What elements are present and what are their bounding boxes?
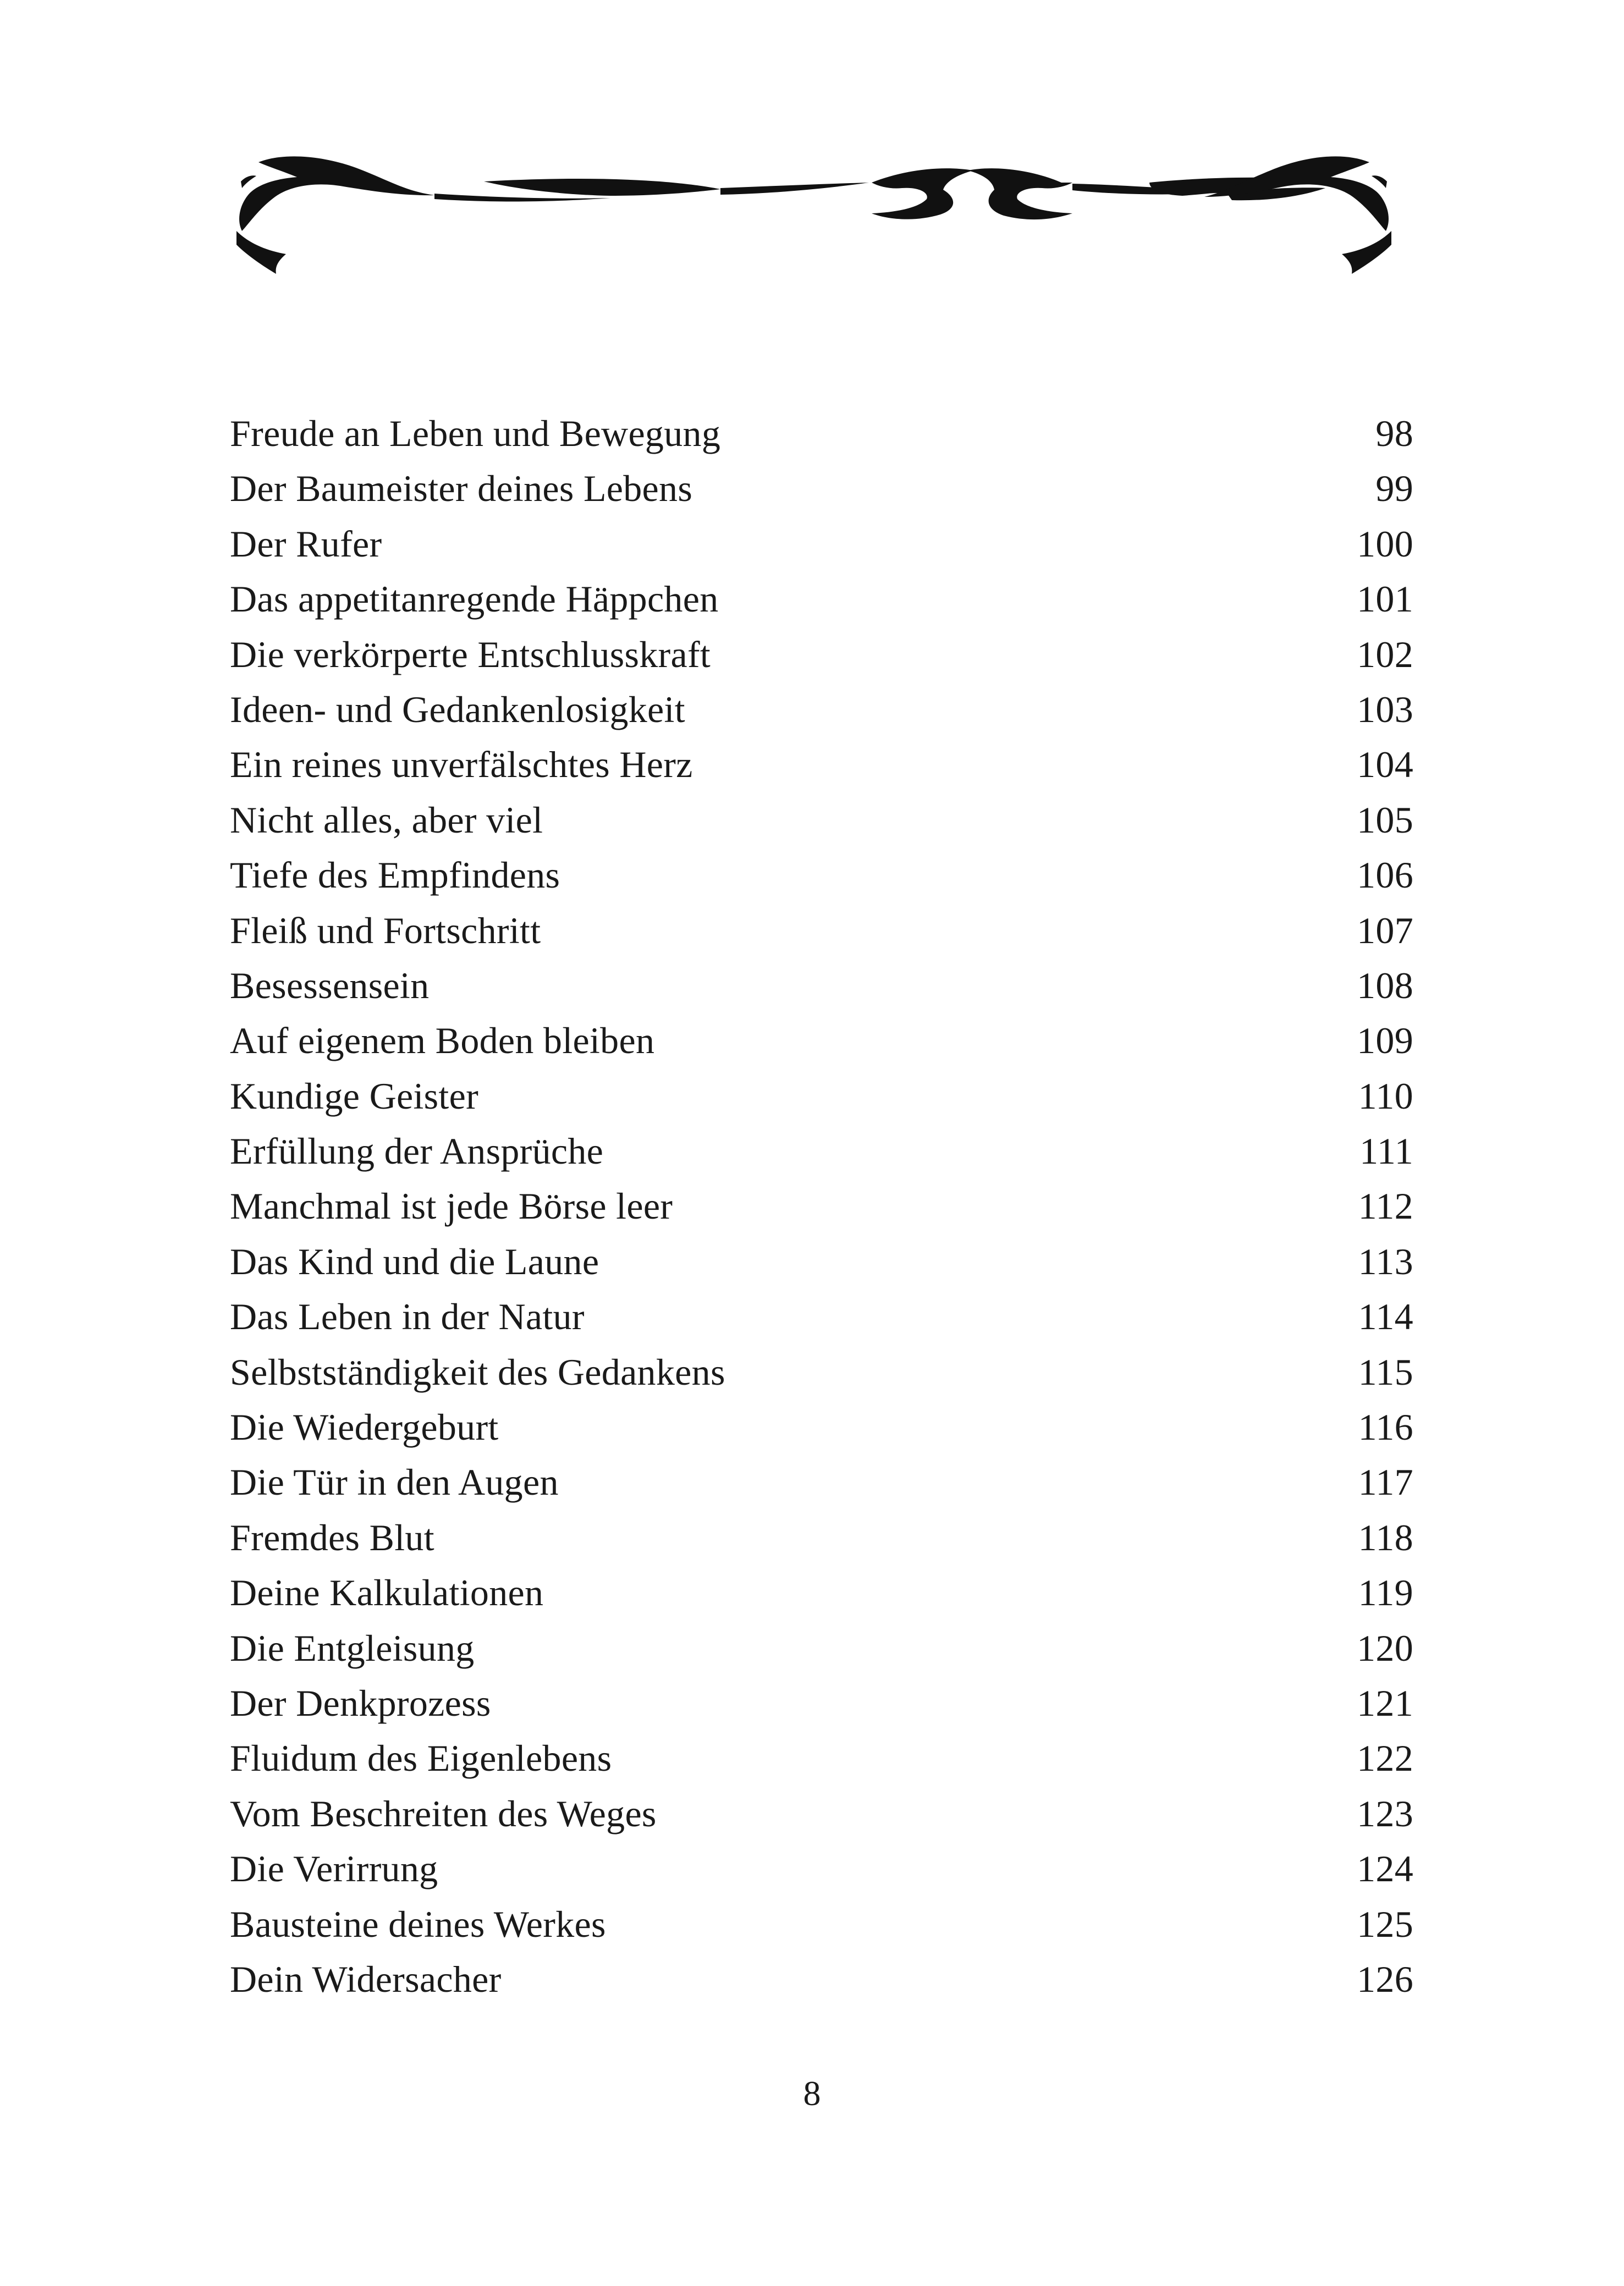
toc-entry: [230, 516, 1413, 571]
toc-entry-title: Der Denkprozess: [230, 1682, 491, 1724]
toc-entry-page: 122: [1357, 1737, 1413, 1780]
toc-entry-title: Der Baumeister deines Lebens: [230, 467, 693, 510]
toc-entry-title: Die verkörperte Entschlusskraft: [230, 633, 711, 675]
toc-entry-page: 117: [1358, 1461, 1413, 1503]
art-nouveau-flourish-icon: [225, 148, 1402, 286]
toc-entry-title: Tiefe des Empfindens: [230, 854, 560, 896]
toc-entry-title: Erfüllung der Ansprüche: [230, 1130, 604, 1172]
toc-entry-page: 98: [1375, 412, 1413, 454]
toc-entry: [230, 461, 1413, 516]
toc-entry-page: 126: [1357, 1958, 1413, 2000]
toc-entry: [230, 1455, 1413, 1510]
toc-entry: [230, 1178, 1413, 1233]
toc-entry-page: 118: [1358, 1516, 1413, 1558]
toc-entry-title: Die Tür in den Augen: [230, 1461, 559, 1503]
toc-entry-title: Selbstständigkeit des Gedankens: [230, 1351, 725, 1393]
toc-entry-page: 106: [1357, 854, 1413, 896]
toc-entry: [230, 682, 1413, 737]
toc-entry-title: Fluidum des Eigenlebens: [230, 1737, 612, 1780]
toc-entry-page: 114: [1358, 1296, 1413, 1338]
toc-entry-page: 103: [1357, 688, 1413, 730]
toc-entry: [230, 1621, 1413, 1676]
toc-entry: [230, 1289, 1413, 1344]
toc-entry: [230, 1345, 1413, 1400]
toc-entry-page: 115: [1358, 1351, 1413, 1393]
toc-entry-title: Nicht alles, aber viel: [230, 798, 543, 841]
toc-entry: [230, 1786, 1413, 1841]
toc-entry-title: Kundige Geister: [230, 1075, 479, 1117]
toc-entry: [230, 1068, 1413, 1123]
toc-entry-page: 120: [1357, 1627, 1413, 1669]
toc-entry-title: Vom Beschreiten des Weges: [230, 1792, 657, 1835]
table-of-contents: [230, 406, 1413, 2007]
toc-entry-page: 123: [1357, 1792, 1413, 1835]
toc-entry: [230, 627, 1413, 682]
toc-entry-title: Bausteine deines Werkes: [230, 1903, 606, 1945]
toc-entry-title: Fleiß und Fortschritt: [230, 909, 541, 951]
toc-entry-page: 108: [1357, 964, 1413, 1006]
toc-entry-page: 124: [1357, 1848, 1413, 1890]
toc-entry: [230, 958, 1413, 1013]
toc-entry-page: 125: [1357, 1903, 1413, 1945]
toc-entry-title: Auf eigenem Boden bleiben: [230, 1020, 655, 1062]
toc-entry-title: Ideen- und Gedankenlosigkeit: [230, 688, 685, 730]
toc-entry: [230, 1841, 1413, 1896]
toc-entry: [230, 1731, 1413, 1786]
toc-entry-title: Besessensein: [230, 964, 430, 1006]
toc-entry: [230, 1897, 1413, 1952]
toc-entry-page: 100: [1357, 522, 1413, 565]
toc-entry: [230, 1400, 1413, 1455]
toc-entry-title: Die Entgleisung: [230, 1627, 475, 1669]
toc-entry: [230, 571, 1413, 626]
toc-entry: [230, 903, 1413, 958]
toc-entry: [230, 1676, 1413, 1731]
toc-entry-title: Das Leben in der Natur: [230, 1296, 585, 1338]
page-number: 8: [803, 2074, 821, 2113]
toc-entry-title: Die Wiedergeburt: [230, 1406, 499, 1448]
toc-entry-page: 111: [1359, 1130, 1413, 1172]
toc-entry-page: 99: [1375, 467, 1413, 510]
toc-entry-title: Manchmal ist jede Börse leer: [230, 1185, 673, 1227]
toc-entry-page: 104: [1357, 743, 1413, 786]
toc-entry-title: Freude an Leben und Bewegung: [230, 412, 721, 454]
toc-entry-page: 102: [1357, 633, 1413, 675]
toc-entry-page: 116: [1358, 1406, 1413, 1448]
toc-entry-page: 110: [1358, 1075, 1413, 1117]
toc-entry-title: Ein reines unverfälschtes Herz: [230, 743, 693, 786]
toc-entry: [230, 847, 1413, 902]
toc-entry-page: 109: [1357, 1020, 1413, 1062]
toc-entry: [230, 792, 1413, 847]
toc-entry: [230, 737, 1413, 792]
toc-entry-page: 101: [1357, 578, 1413, 620]
toc-entry: [230, 1123, 1413, 1178]
toc-entry-title: Fremdes Blut: [230, 1516, 434, 1558]
toc-entry: [230, 1565, 1413, 1620]
toc-entry-title: Die Verirrung: [230, 1848, 438, 1890]
toc-entry: [230, 1510, 1413, 1565]
toc-entry-page: 105: [1357, 798, 1413, 841]
toc-entry-page: 112: [1358, 1185, 1413, 1227]
toc-entry-title: Das appetitanregende Häppchen: [230, 578, 719, 620]
toc-entry-title: Dein Widersacher: [230, 1958, 502, 2000]
toc-entry-page: 121: [1357, 1682, 1413, 1724]
toc-entry: [230, 1013, 1413, 1068]
toc-entry-title: Deine Kalkulationen: [230, 1572, 544, 1614]
toc-entry-page: 119: [1358, 1572, 1413, 1614]
toc-entry: [230, 406, 1413, 461]
toc-entry-title: Der Rufer: [230, 522, 382, 565]
toc-entry: [230, 1952, 1413, 2007]
toc-entry-title: Das Kind und die Laune: [230, 1240, 599, 1282]
toc-entry-page: 107: [1357, 909, 1413, 951]
toc-entry: [230, 1234, 1413, 1289]
toc-entry-page: 113: [1358, 1240, 1413, 1282]
